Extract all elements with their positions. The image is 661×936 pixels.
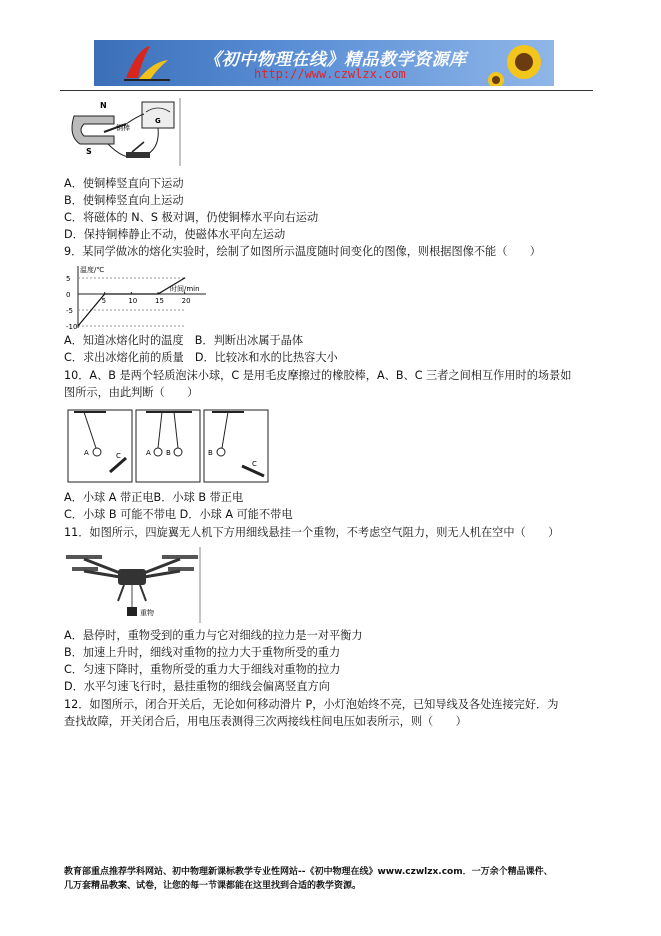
q11-option-b: B．加速上升时，细线对重物的拉力大于重物所受的重力 — [64, 646, 341, 659]
q11-option-a: A．悬停时，重物受到的重力与它对细线的拉力是一对平衡力 — [64, 629, 363, 642]
q12-stem-line2: 查找故障，开关闭合后，用电压表测得三次两接线柱间电压如表所示，则（ ） — [64, 715, 467, 728]
q10-panel-2 — [136, 410, 200, 482]
y-tick-label-2: -5 — [66, 307, 73, 315]
footer-line1: 教育部重点推荐学科网站、初中物理新课标教学专业性网站--《初中物理在线》www.czwlzx.com．一万余个精品课件、 — [64, 867, 553, 877]
banner-title: 《初中物理在线》精品教学资源库 — [204, 50, 467, 70]
q10-label-c-1: C — [116, 452, 121, 460]
q8-figure — [64, 96, 184, 168]
q11-option-d: D．水平匀速飞行时，悬挂重物的细线会偏离竖直方向 — [64, 680, 330, 693]
q11-drone-figure — [64, 545, 204, 625]
q8-option-d: D．保持铜棒静止不动，使磁体水平向左运动 — [64, 228, 286, 241]
banner-url: http://www.czwlzx.com — [254, 67, 406, 81]
temperature-point-1 — [104, 293, 105, 294]
temperature-point-0 — [77, 325, 78, 326]
q10-options-ab: A．小球 A 带正电B．小球 B 带正电 — [64, 491, 244, 504]
q9-chart — [60, 262, 210, 330]
q10-figure — [66, 406, 272, 486]
y-tick-label-3: -10 — [66, 323, 78, 330]
temperature-point-2 — [157, 293, 158, 294]
magnet-s-label: S — [86, 147, 92, 156]
q10-label-a-2: A — [146, 449, 151, 457]
q10-stem-line1: 10．A、B 是两个轻质泡沫小球，C 是用毛皮摩擦过的橡胶棒，A、B、C 三者之间相互作用时的场景如 — [64, 369, 572, 382]
x-tick-label-2: 15 — [155, 297, 164, 305]
x-tick-label-1: 10 — [128, 297, 138, 305]
q10-label-b-3: B — [208, 449, 213, 457]
y-tick-label-0: 5 — [66, 275, 71, 283]
header-rule — [60, 90, 593, 91]
q11-option-c: C．匀速下降时，重物所受的重力大于细线对重物的拉力 — [64, 663, 341, 676]
y-tick-label-1: 0 — [66, 291, 71, 299]
footer-line2: 几万套精品教案、试卷，让您的每一节课都能在这里找到合适的教学资源。 — [64, 881, 362, 891]
q8-option-c: C．将磁体的 N、S 极对调，仍使铜棒水平向右运动 — [64, 211, 319, 224]
logo-icon — [116, 40, 176, 86]
q8-option-a: A．使铜棒竖直向下运动 — [64, 177, 184, 190]
q11-stem: 11．如图所示，四旋翼无人机下方用细线悬挂一个重物，不考虑空气阻力，则无人机在空中（ ） — [64, 526, 560, 539]
copper-rod-label: 铜棒 — [116, 124, 130, 132]
q10-panel-1 — [68, 410, 132, 482]
q10-label-b-2: B — [166, 449, 171, 457]
q10-label-c-3: C — [252, 460, 257, 468]
galvanometer-label: G — [155, 117, 161, 125]
sunflower-icon — [484, 40, 554, 86]
q10-stem-line2: 图所示，由此判断（ ） — [64, 386, 199, 399]
x-tick-label-3: 20 — [181, 297, 191, 305]
temperature-point-3 — [184, 277, 185, 278]
header-banner — [94, 40, 554, 86]
weight-label: 重物 — [140, 609, 154, 617]
q10-options-cd: C．小球 B 可能不带电 D．小球 A 可能不带电 — [64, 508, 293, 521]
x-axis-label: 时间/min — [170, 285, 200, 293]
magnet-n-label: N — [100, 101, 107, 110]
q9-options-cd: C．求出冰熔化前的质量 D．比较冰和水的比热容大小 — [64, 351, 338, 364]
q12-stem-line1: 12．如图所示，闭合开关后，无论如何移动滑片 P，小灯泡始终不亮，已知导线及各处连接完好．为 — [64, 698, 559, 711]
q10-panel-3 — [204, 410, 268, 482]
x-tick-label-0: 5 — [101, 297, 107, 305]
q8-option-b: B．使铜棒竖直向上运动 — [64, 194, 184, 207]
q9-options-ab: A．知道冰熔化时的温度 B．判断出冰属于晶体 — [64, 334, 304, 347]
y-axis-label: 温度/℃ — [80, 266, 105, 274]
q10-label-a-1: A — [84, 449, 89, 457]
q9-stem: 9．某同学做冰的熔化实验时，绘制了如图所示温度随时间变化的图像，则根据图像不能（ ） — [64, 245, 541, 258]
